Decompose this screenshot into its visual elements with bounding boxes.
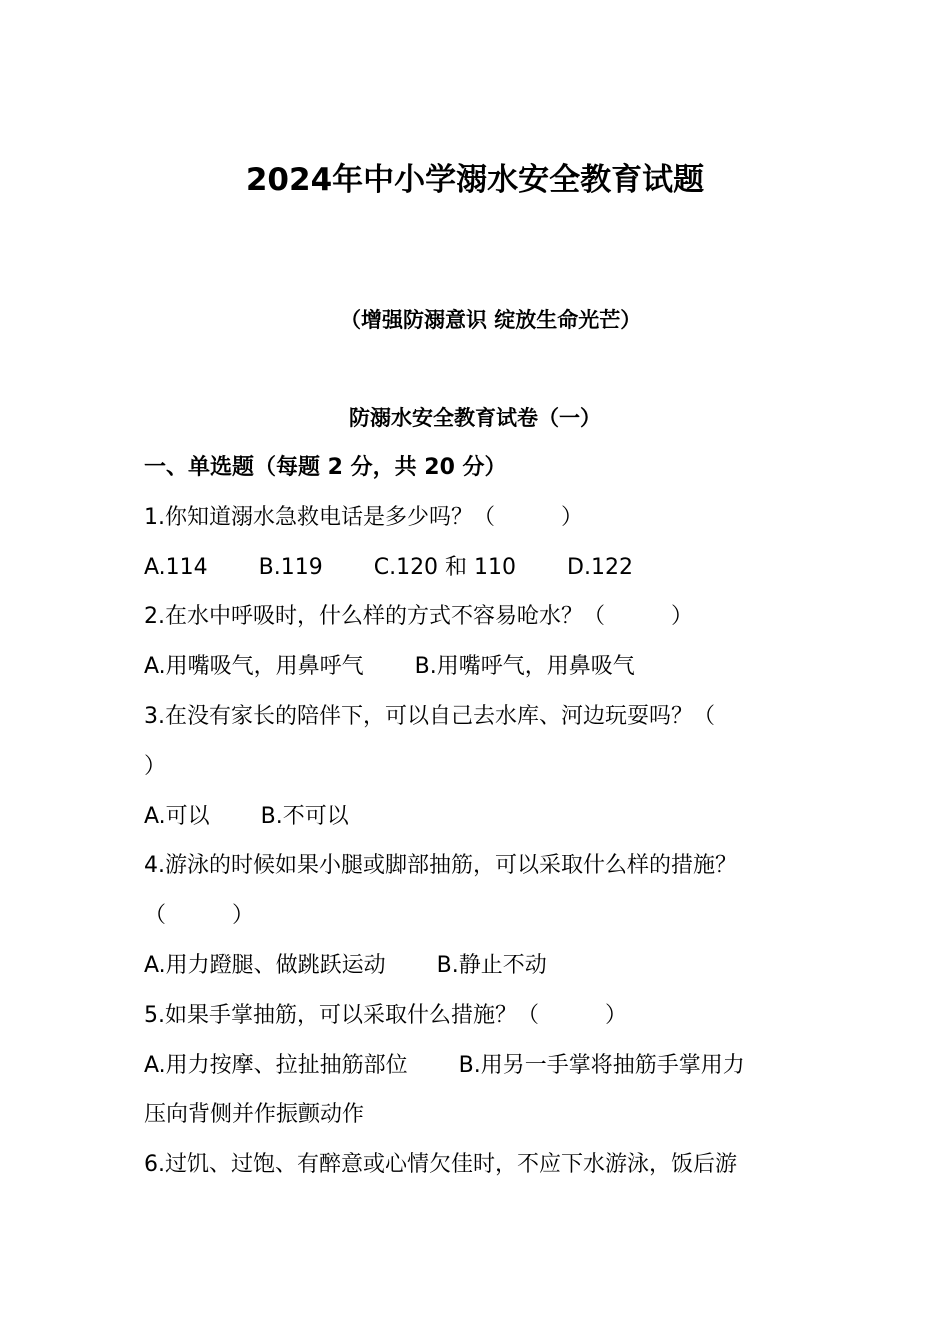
paper-title: 防溺水安全教育试卷（一） [349, 406, 601, 430]
question-2-options: A.用嘴吸气，用鼻呼气 B.用嘴呼气，用鼻吸气 [144, 654, 635, 679]
document-subtitle: （增强防溺意识 绽放生命光芒） [340, 308, 642, 332]
question-3-options: A.可以 B.不可以 [144, 804, 349, 829]
question-4-options: A.用力蹬腿、做跳跃运动 B.静止不动 [144, 953, 547, 978]
question-1-options: A.114 B.119 C.120 和 110 D.122 [144, 555, 633, 580]
document-title: 2024年中小学溺水安全教育试题 [245, 162, 705, 198]
question-3-continued: ） [144, 754, 167, 779]
question-1: 1.你知道溺水急救电话是多少吗？（ ） [144, 505, 583, 530]
question-5-options: A.用力按摩、拉扯抽筋部位 B.用另一手掌将抽筋手掌用力 [144, 1053, 745, 1078]
question-4: 4.游泳的时候如果小腿或脚部抽筋，可以采取什么样的措施？ [144, 853, 737, 878]
question-5: 5.如果手掌抽筋，可以采取什么措施？（ ） [144, 1003, 627, 1028]
section-heading: 一、单选题（每题 2 分，共 20 分） [144, 455, 507, 480]
question-3: 3.在没有家长的陪伴下，可以自己去水库、河边玩耍吗？（ [144, 704, 715, 729]
question-5-options-continued: 压向背侧并作振颤动作 [144, 1102, 365, 1127]
question-2: 2.在水中呼吸时，什么样的方式不容易呛水？（ ） [144, 604, 693, 629]
question-4-continued: （ ） [144, 903, 255, 928]
question-6: 6.过饥、过饱、有醉意或心情欠佳时，不应下水游泳，饭后游 [144, 1152, 737, 1177]
